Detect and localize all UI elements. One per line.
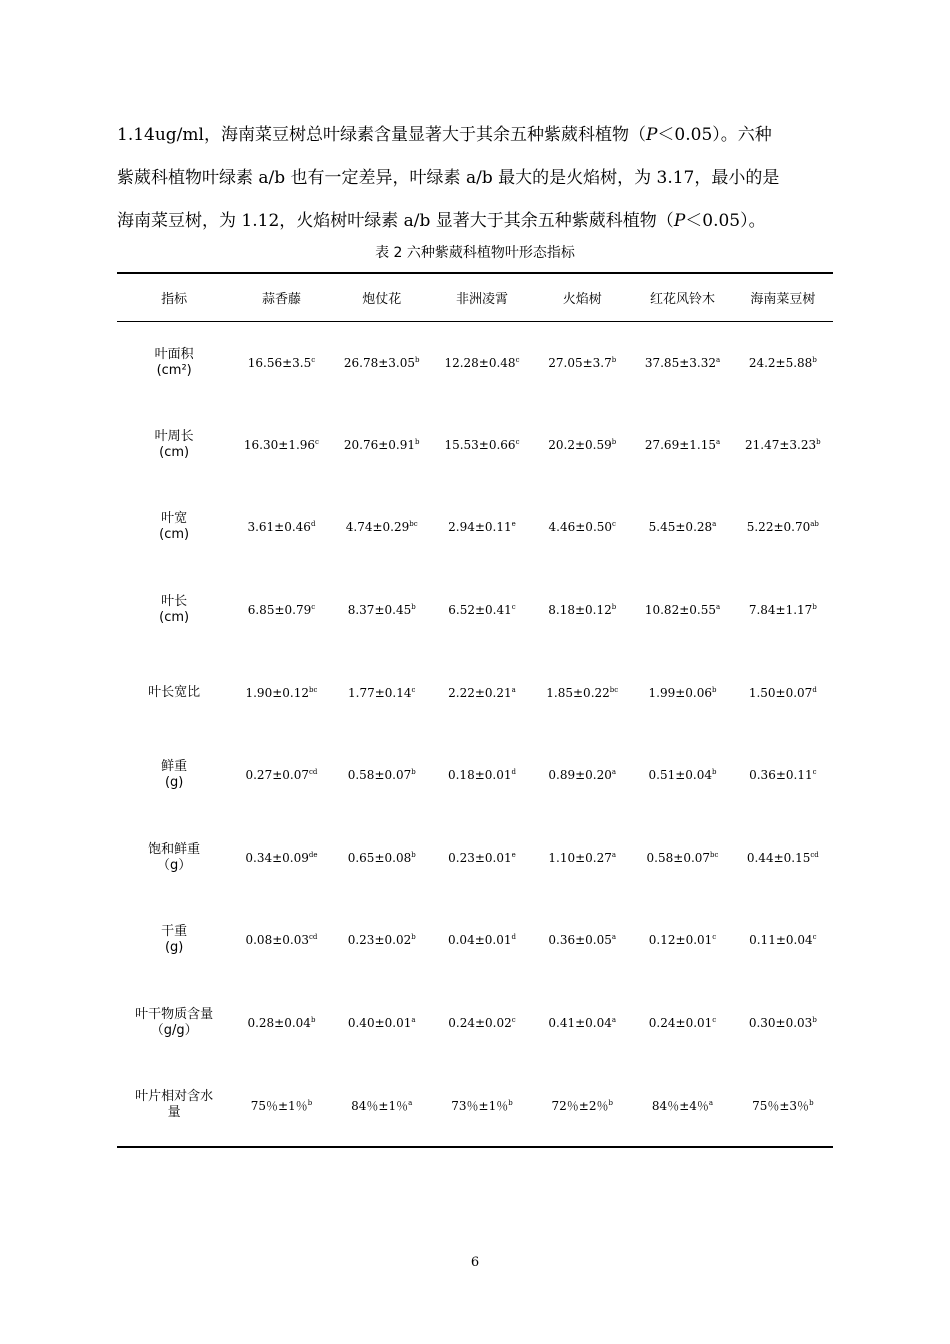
row-label-line: （g） (157, 857, 192, 873)
significance-letter: bc (308, 685, 318, 694)
row-label (117, 817, 231, 900)
significance-letter: b (812, 1016, 817, 1025)
significance-letter: a (611, 768, 617, 777)
table-cell (432, 982, 532, 1065)
row-label (117, 982, 231, 1065)
significance-letter: b (608, 1098, 613, 1107)
table-cell (532, 404, 632, 487)
table-row (117, 817, 833, 900)
table-row (117, 404, 833, 487)
table-cell (332, 899, 432, 982)
table-cell (432, 734, 532, 817)
cell-value: 0.34±0.09 (245, 850, 309, 865)
significance-letter: a (411, 1016, 416, 1025)
table-cell (532, 817, 632, 900)
cell-value: 1.10±0.27 (548, 850, 612, 865)
significance-letter: a (715, 355, 721, 364)
cell-value: 0.51±0.04 (648, 768, 713, 783)
row-label-line: 叶面积 (154, 346, 194, 362)
table-cell (733, 651, 833, 734)
significance-letter: e (511, 520, 516, 529)
table-cell (432, 817, 532, 900)
header-cell: 海南菜豆树 (733, 273, 833, 321)
cell-value: 0.12±0.01 (648, 933, 713, 948)
cell-value: 3.61±0.46 (247, 520, 311, 535)
significance-letter: a (708, 1098, 714, 1107)
table-cell (432, 321, 532, 404)
significance-letter: cd (308, 768, 318, 777)
cell-value: 2.94±0.11 (448, 520, 512, 535)
significance-letter: bc (710, 850, 719, 859)
table-cell (632, 486, 732, 569)
table-cell (532, 569, 632, 652)
header-cell: 指标 (117, 273, 231, 321)
cell-value: 0.58±0.07 (646, 850, 711, 865)
significance-letter: de (308, 850, 318, 859)
table-cell (733, 404, 833, 487)
cell-value: 1.90±0.12 (245, 685, 309, 700)
cell-value: 4.46±0.50 (548, 520, 613, 535)
table-cell (632, 982, 732, 1065)
table-row (117, 486, 833, 569)
significance-letter: d (812, 685, 817, 694)
table-cell (532, 321, 632, 404)
table-body (117, 321, 833, 1147)
table-cell (332, 321, 432, 404)
cell-value: 26.78±3.05 (343, 355, 416, 370)
significance-letter: b (307, 1098, 313, 1107)
table-cell (632, 569, 732, 652)
row-label-line: （g/g） (150, 1023, 198, 1039)
page-number: 6 (470, 1255, 480, 1270)
table-cell (231, 1064, 331, 1147)
table-row (117, 321, 833, 404)
significance-letter: bc (609, 685, 619, 694)
cell-value: 16.30±1.96 (243, 437, 316, 452)
table-cell (532, 486, 632, 569)
table-cell (733, 1064, 833, 1147)
table-row (117, 651, 833, 734)
significance-letter: b (411, 768, 416, 777)
cell-value: 16.56±3.5 (247, 355, 312, 370)
cell-value: 21.47±3.23 (745, 437, 817, 452)
cell-value: 8.37±0.45 (347, 603, 412, 618)
table-cell (332, 569, 432, 652)
significance-letter: c (311, 603, 316, 612)
cell-value: 37.85±3.32 (644, 355, 716, 370)
table-cell (733, 486, 833, 569)
header-cell: 炮仗花 (332, 273, 432, 321)
table-cell (532, 982, 632, 1065)
leaf-morphology-table (117, 272, 833, 1148)
table-cell (532, 734, 632, 817)
cell-value: 0.11±0.04 (749, 933, 813, 948)
table-cell (632, 321, 732, 404)
cell-value: 0.24±0.01 (648, 1016, 713, 1031)
table-cell (332, 1064, 432, 1147)
table-cell (231, 899, 331, 982)
significance-letter: c (812, 768, 817, 777)
cell-value: 0.23±0.02 (347, 933, 412, 948)
significance-letter: b (611, 355, 617, 364)
cell-value: 24.2±5.88 (748, 355, 813, 370)
row-label (117, 486, 231, 569)
cell-value: 8.18±0.12 (548, 603, 612, 618)
cell-value: 2.22±0.21 (448, 685, 512, 700)
header-cell: 非洲凌霄 (432, 273, 532, 321)
significance-letter: b (508, 1098, 513, 1107)
cell-value: 0.23±0.01 (448, 850, 512, 865)
cell-value: 6.85±0.79 (247, 603, 312, 618)
significance-letter: a (712, 520, 717, 529)
table-cell (532, 899, 632, 982)
significance-letter: d (511, 768, 516, 777)
cell-value: 15.53±0.66 (444, 437, 516, 452)
table-row (117, 982, 833, 1065)
cell-value: 12.28±0.48 (444, 355, 516, 370)
cell-value: 75％±1％ (250, 1098, 308, 1113)
cell-value: 0.27±0.07 (245, 768, 309, 783)
table-cell (231, 486, 331, 569)
header-cell: 火焰树 (532, 273, 632, 321)
significance-letter: c (515, 437, 520, 446)
table-cell (432, 1064, 532, 1147)
table-row (117, 569, 833, 652)
row-label (117, 569, 231, 652)
table-cell (231, 321, 331, 404)
cell-value: 0.89±0.20 (548, 768, 612, 783)
table-cell (632, 404, 732, 487)
cell-value: 84％±1％ (351, 1098, 409, 1113)
table-cell (231, 734, 331, 817)
row-label (117, 321, 231, 404)
significance-letter: a (511, 685, 516, 694)
significance-letter: d (310, 520, 316, 529)
significance-letter: a (611, 1016, 617, 1025)
body-paragraph (117, 114, 833, 243)
table-cell (632, 899, 732, 982)
table-cell (332, 982, 432, 1065)
table-cell (432, 486, 532, 569)
cell-value: 73％±1％ (451, 1098, 509, 1113)
significance-letter: c (411, 685, 416, 694)
significance-letter: c (515, 355, 520, 364)
significance-letter: cd (810, 850, 819, 859)
row-label (117, 651, 231, 734)
cell-value: 0.36±0.11 (749, 768, 813, 783)
table-cell (231, 817, 331, 900)
significance-letter: a (715, 603, 721, 612)
paragraph-line-1: 1.14ug/ml，海南菜豆树总叶绿素含量显著大于其余五种紫葳科植物（P＜0.05）。六种 (117, 125, 772, 145)
cell-value: 20.76±0.91 (343, 437, 416, 452)
significance-letter: c (812, 933, 817, 942)
cell-value: 6.52±0.41 (448, 603, 512, 618)
table-cell (332, 486, 432, 569)
cell-value: 84％±4％ (651, 1098, 709, 1113)
cell-value: 1.85±0.22 (546, 685, 610, 700)
row-label-line: 叶长 (161, 594, 188, 610)
table-cell (733, 569, 833, 652)
table-cell (432, 569, 532, 652)
significance-letter: a (611, 850, 617, 859)
row-label-line: 叶长宽比 (148, 684, 201, 700)
paragraph-line-2: 紫葳科植物叶绿素 a/b 也有一定差异，叶绿素 a/b 最大的是火焰树，为 3.17，最小的是 (117, 168, 780, 188)
header-cell: 红花风铃木 (632, 273, 732, 321)
table-cell (231, 651, 331, 734)
cell-value: 10.82±0.55 (644, 603, 716, 618)
significance-letter: b (712, 685, 717, 694)
cell-value: 1.50±0.07 (748, 685, 813, 700)
row-label-line: 叶片相对含水 (135, 1089, 214, 1105)
table-caption: 表 2 六种紫葳科植物叶形态指标 (375, 245, 575, 261)
cell-value: 1.99±0.06 (648, 685, 713, 700)
row-label-line: 叶周长 (154, 428, 194, 444)
paragraph-line-3: 海南菜豆树，为 1.12，火焰树叶绿素 a/b 显著大于其余五种紫葳科植物（P＜0.05）。 (117, 211, 766, 231)
significance-letter: c (712, 1016, 717, 1025)
cell-value: 27.05±3.7 (548, 355, 612, 370)
table-row (117, 1064, 833, 1147)
significance-letter: c (511, 603, 516, 612)
significance-letter: b (411, 850, 416, 859)
row-label-line: 叶干物质含量 (135, 1007, 214, 1023)
header-cell: 蒜香藤 (231, 273, 331, 321)
table-cell (432, 651, 532, 734)
row-label-line: (cm) (159, 610, 190, 626)
table-cell (332, 404, 432, 487)
table-cell (733, 982, 833, 1065)
cell-value: 75％±3％ (752, 1098, 810, 1113)
row-label-line: (cm) (159, 527, 190, 543)
table-cell (332, 651, 432, 734)
row-label-line: (cm²) (156, 362, 192, 378)
cell-value: 0.44±0.15 (746, 850, 811, 865)
table-cell (332, 734, 432, 817)
row-label (117, 404, 231, 487)
table-cell (632, 817, 732, 900)
cell-value: 5.45±0.28 (648, 520, 713, 535)
table-cell (733, 321, 833, 404)
cell-value: 0.24±0.02 (448, 1016, 512, 1031)
table-cell (231, 404, 331, 487)
significance-letter: b (611, 603, 617, 612)
significance-letter: a (408, 1098, 413, 1107)
row-label-line: (g) (164, 940, 184, 956)
cell-value: 0.58±0.07 (347, 768, 412, 783)
significance-letter: ab (810, 520, 819, 529)
table-row (117, 899, 833, 982)
row-label-line: (cm) (159, 444, 190, 460)
cell-value: 0.41±0.04 (548, 1016, 612, 1031)
significance-letter: b (611, 437, 617, 446)
row-label (117, 734, 231, 817)
significance-letter: b (411, 933, 416, 942)
table-cell (733, 899, 833, 982)
row-label-line: 叶宽 (161, 511, 188, 527)
table-cell (632, 1064, 732, 1147)
cell-value: 0.18±0.01 (447, 768, 512, 783)
significance-letter: b (411, 603, 416, 612)
table-cell (632, 734, 732, 817)
row-label (117, 1064, 231, 1147)
cell-value: 72％±2％ (551, 1098, 609, 1113)
significance-letter: c (612, 520, 616, 529)
table-row (117, 734, 833, 817)
significance-letter: b (812, 355, 817, 364)
significance-letter: e (511, 850, 516, 859)
table-cell (432, 899, 532, 982)
significance-letter: c (712, 933, 717, 942)
table-cell (532, 1064, 632, 1147)
significance-letter: d (511, 933, 516, 942)
significance-letter: bc (409, 520, 418, 529)
cell-value: 5.22±0.70 (746, 520, 811, 535)
cell-value: 1.77±0.14 (348, 685, 412, 700)
row-label-line: 量 (167, 1105, 181, 1121)
significance-letter: c (311, 355, 316, 364)
table-cell (332, 817, 432, 900)
significance-letter: b (310, 1016, 316, 1025)
significance-letter: c (511, 1016, 516, 1025)
significance-letter: a (715, 437, 721, 446)
significance-letter: b (415, 355, 420, 364)
table-cell (733, 817, 833, 900)
row-label-line: 干重 (161, 924, 188, 940)
cell-value: 0.30±0.03 (748, 1016, 813, 1031)
row-label-line: 饱和鲜重 (148, 841, 201, 857)
significance-letter: b (415, 437, 420, 446)
row-label-line: 鲜重 (161, 759, 188, 775)
cell-value: 0.28±0.04 (247, 1016, 311, 1031)
row-label-line: (g) (164, 775, 184, 791)
significance-letter: c (315, 437, 319, 446)
table-cell (231, 569, 331, 652)
significance-letter: cd (308, 933, 318, 942)
table-cell (231, 982, 331, 1065)
table-cell (432, 404, 532, 487)
significance-letter: b (812, 603, 817, 612)
significance-letter: b (712, 768, 717, 777)
significance-letter: a (611, 933, 617, 942)
row-label (117, 899, 231, 982)
table-cell (632, 651, 732, 734)
cell-value: 4.74±0.29 (345, 520, 410, 535)
cell-value: 0.08±0.03 (245, 933, 309, 948)
table-cell (532, 651, 632, 734)
significance-letter: b (809, 1098, 814, 1107)
significance-letter: b (816, 437, 821, 446)
table-cell (733, 734, 833, 817)
table-header-row (117, 273, 833, 321)
cell-value: 0.36±0.05 (548, 933, 612, 948)
cell-value: 0.65±0.08 (347, 850, 412, 865)
cell-value: 0.04±0.01 (447, 933, 512, 948)
cell-value: 0.40±0.01 (347, 1016, 412, 1031)
cell-value: 7.84±1.17 (748, 603, 813, 618)
cell-value: 20.2±0.59 (548, 437, 612, 452)
cell-value: 27.69±1.15 (644, 437, 716, 452)
